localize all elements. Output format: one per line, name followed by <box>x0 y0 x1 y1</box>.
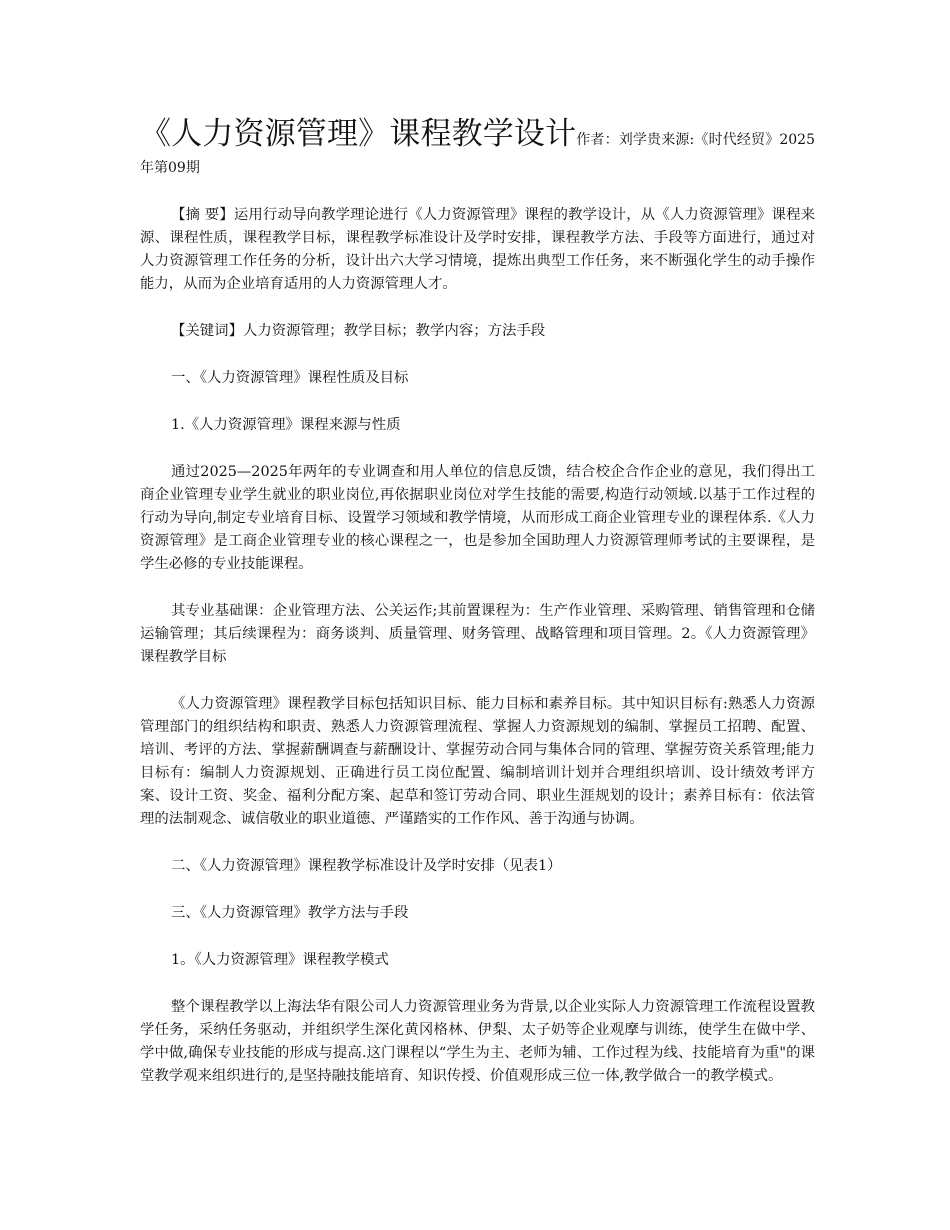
subsection-heading-3-1: 1。《人力资源管理》课程教学模式 <box>171 952 389 968</box>
spacer <box>140 925 815 949</box>
document-page <box>140 112 815 1088</box>
body-paragraph-2: 其专业基础课：企业管理方法、公关运作;其前置课程为：生产作业管理、采购管理、销售管理和仓储运输管理；其后续课程为：商务谈判、质量管理、财务管理、战略管理和项目管理。2。《人力资源管理》课程教学目标 <box>140 603 815 665</box>
keywords-paragraph: 【关键词】人力资源管理；教学目标；教学内容；方法手段 <box>171 323 546 339</box>
section-heading-1: 一、《人力资源管理》课程性质及目标 <box>171 370 409 386</box>
section-heading-3: 三、《人力资源管理》教学方法与手段 <box>171 905 409 921</box>
body-paragraph-1: 通过2025—2025年两年的专业调查和用人单位的信息反馈，结合校企合作企业的意见，我们得出工商企业管理专业学生就业的职业岗位,再依据职业岗位对学生技能的需要,构造行动领域.以基于工作过程的行动为导向,制定专业培育目标、设置学习领域和教学情境，从而形成工商企业管理专业的课程体系.《人力资源管理》是工商企业管理专业的核心课程之一，也是参加全国助理人力资源管理师考试的主要课程，是学生必修的专业技能课程。 <box>140 464 815 572</box>
spacer <box>140 878 815 902</box>
abstract-paragraph: 【摘 要】运用行动导向教学理论进行《人力资源管理》课程的教学设计，从《人力资源管理》课程来源、课程性质，课程教学目标，课程教学标准设计及学时安排，课程教学方法、手段等方面进行，通过对人力资源管理工作任务的分析，设计出六大学习情境，提炼出典型工作任务，来不断强化学生的动手操作能力，从而为企业培育适用的人力资源管理人才。 <box>140 207 815 292</box>
spacer <box>140 437 815 461</box>
spacer <box>140 831 815 855</box>
title-block <box>140 112 815 180</box>
spacer <box>140 576 815 600</box>
spacer <box>140 669 815 693</box>
spacer <box>140 180 815 204</box>
subsection-heading-1-1: 1.《人力资源管理》课程来源与性质 <box>171 417 401 433</box>
article-meta: 作者：刘学贵来源:《时代经贸》2025年第09期 <box>140 132 815 176</box>
body-paragraph-3: 《人力资源管理》课程教学目标包括知识目标、能力目标和素养目标。其中知识目标有:熟悉人力资源管理部门的组织结构和职责、熟悉人力资源管理流程、掌握人力资源规划的编制、掌握员工招聘、配置、培训、考评的方法、掌握薪酬调查与薪酬设计、掌握劳动合同与集体合同的管理、掌握劳资关系管理;能力目标有：编制人力资源规划、正确进行员工岗位配置、编制培训计划并合理组织培训、设计绩效考评方案、设计工资、奖金、福利分配方案、起草和签订劳动合同、职业生涯规划的设计；素养目标有：依法管理的法制观念、诚信敬业的职业道德、严谨踏实的工作作风、善于沟通与协调。 <box>140 696 815 827</box>
spacer <box>140 296 815 320</box>
body-paragraph-4: 整个课程教学以上海法华有限公司人力资源管理业务为背景,以企业实际人力资源管理工作流程设置教学任务，采纳任务驱动，并组织学生深化黄冈格林、伊梨、太子奶等企业观摩与训练，使学生在做中学、学中做,确保专业技能的形成与提高.这门课程以“学生为主、老师为辅、工作过程为线、技能培育为重"的课堂教学观来组织进行的,是坚持融技能培育、知识传授、价值观形成三位一体,教学做合一的教学模式。 <box>140 999 815 1084</box>
spacer <box>140 390 815 414</box>
spacer <box>140 343 815 367</box>
article-title: 《人力资源管理》课程教学设计 <box>140 116 577 152</box>
spacer <box>140 972 815 996</box>
section-heading-2: 二、《人力资源管理》课程教学标准设计及学时安排（见表1） <box>171 858 562 874</box>
